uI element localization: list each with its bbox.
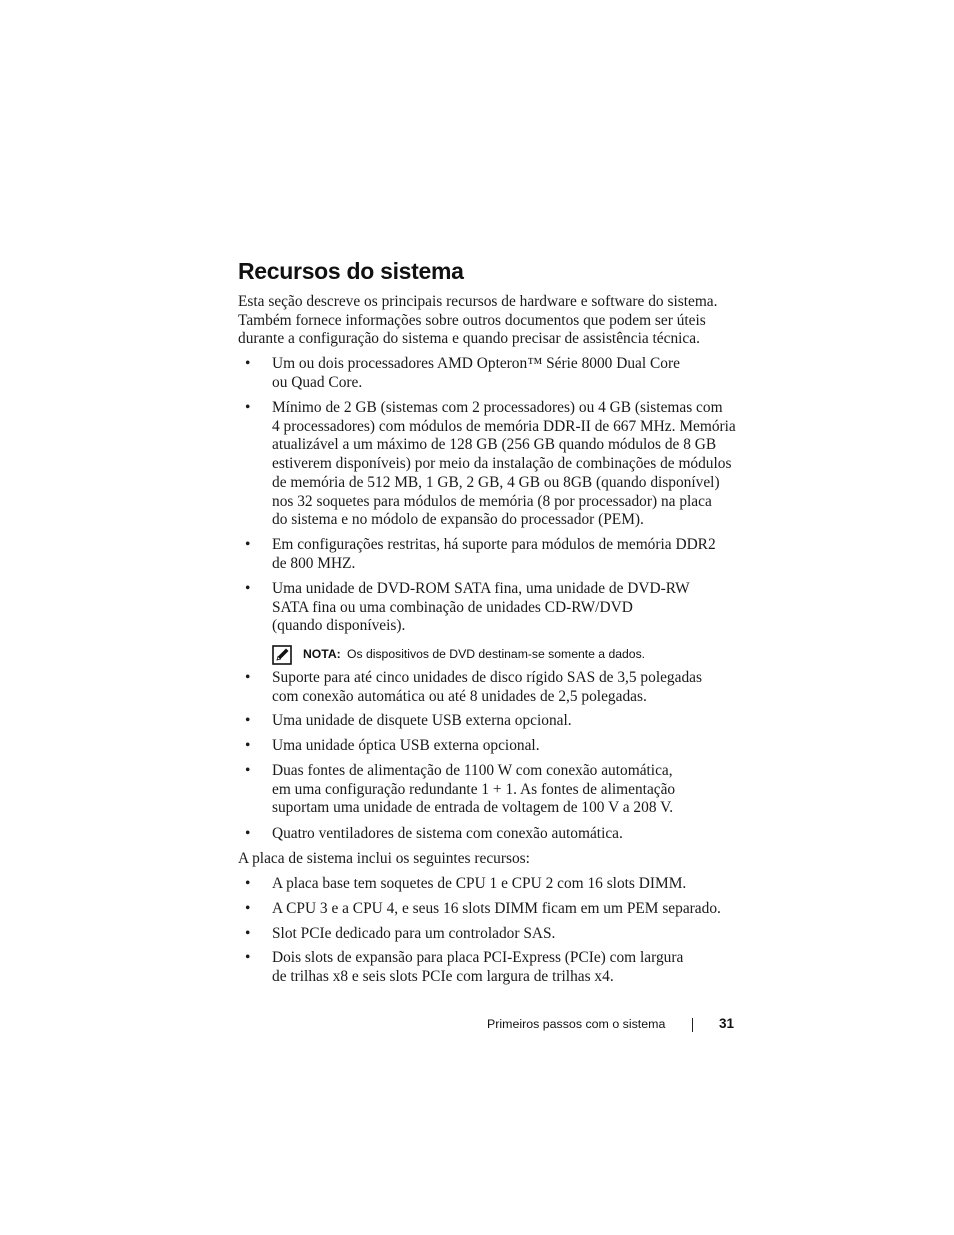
page-number: 31 xyxy=(719,1016,735,1031)
intro-line: durante a configuração do sistema e quando precisar de assistência técnica. xyxy=(238,330,700,348)
bullet-icon: • xyxy=(245,355,251,372)
intro-paragraph xyxy=(238,293,738,349)
list-item-line: Duas fontes de alimentação de 1100 W com conexão automática, xyxy=(272,762,673,779)
bullet-icon: • xyxy=(245,737,251,754)
page-title: Recursos do sistema xyxy=(238,258,464,284)
list-item-line: A placa base tem soquetes de CPU 1 e CPU 2 com 16 slots DIMM. xyxy=(272,875,687,892)
bullet-icon: • xyxy=(245,580,251,597)
list-item-line: com conexão automática ou até 8 unidades de 2,5 polegadas. xyxy=(272,687,647,705)
bullet-icon: • xyxy=(245,712,251,729)
board-intro-paragraph: A placa de sistema inclui os seguintes recursos: xyxy=(238,850,530,867)
list-item-line: de 800 MHZ. xyxy=(272,554,356,572)
list-item-line: Uma unidade de disquete USB externa opcional. xyxy=(272,712,572,729)
list-item-line: Quatro ventiladores de sistema com conexão automática. xyxy=(272,825,623,842)
bullet-icon: • xyxy=(245,900,251,917)
list-item-line: A CPU 3 e a CPU 4, e seus 16 slots DIMM ficam em um PEM separado. xyxy=(272,900,721,917)
note-label: NOTA: xyxy=(303,647,341,661)
list-item-line: Uma unidade de DVD-ROM SATA fina, uma unidade de DVD-RW xyxy=(272,580,690,597)
list-item-line: Mínimo de 2 GB (sistemas com 2 processadores) ou 4 GB (sistemas com xyxy=(272,399,723,416)
list-item-line: atualizável a um máximo de 128 GB (256 GB quando módulos de 8 GB xyxy=(272,436,717,454)
footer-divider xyxy=(692,1018,693,1032)
list-item-line: Em configurações restritas, há suporte para módulos de memória DDR2 xyxy=(272,536,716,553)
list-item-line: 4 processadores) com módulos de memória DDR-II de 667 MHz. Memória xyxy=(272,417,736,435)
list-item-line: em uma configuração redundante 1 + 1. As fontes de alimentação xyxy=(272,780,676,798)
list-item-line: Um ou dois processadores AMD Opteron™ Série 8000 Dual Core xyxy=(272,355,680,372)
list-item-line: ou Quad Core. xyxy=(272,373,363,391)
list-item-line: Slot PCIe dedicado para um controlador SAS. xyxy=(272,925,556,942)
note-text: Os dispositivos de DVD destinam-se somente a dados. xyxy=(347,647,646,661)
bullet-icon: • xyxy=(245,925,251,942)
list-item-line: de memória de 512 MB, 1 GB, 2 GB, 4 GB ou 8GB (quando disponível) xyxy=(272,473,720,491)
bullet-icon: • xyxy=(245,762,251,779)
note-pencil-icon xyxy=(272,645,292,665)
list-item-line: SATA fina ou uma combinação de unidades CD-RW/DVD xyxy=(272,598,633,616)
bullet-icon: • xyxy=(245,669,251,686)
list-item-line: de trilhas x8 e seis slots PCIe com largura de trilhas x4. xyxy=(272,967,614,985)
list-item-line: suportam uma unidade de entrada de voltagem de 100 V a 208 V. xyxy=(272,799,674,817)
intro-line: Também fornece informações sobre outros documentos que podem ser úteis xyxy=(238,311,706,329)
list-item-line: do sistema e no módolo de expansão do processador (PEM). xyxy=(272,511,644,529)
footer-chapter-title: Primeiros passos com o sistema xyxy=(487,1017,666,1031)
list-item-line: Uma unidade óptica USB externa opcional. xyxy=(272,737,540,754)
bullet-icon: • xyxy=(245,825,251,842)
bullet-icon: • xyxy=(245,949,251,966)
bullet-icon: • xyxy=(245,536,251,553)
note-box xyxy=(272,644,742,666)
list-item-line: Suporte para até cinco unidades de disco rígido SAS de 3,5 polegadas xyxy=(272,669,702,686)
bullet-icon: • xyxy=(245,875,251,892)
list-item-line: nos 32 soquetes para módulos de memória (8 por processador) na placa xyxy=(272,492,712,510)
list-item-line: Dois slots de expansão para placa PCI-Express (PCIe) com largura xyxy=(272,949,684,966)
intro-line: Esta seção descreve os principais recursos de hardware e software do sistema. xyxy=(238,293,718,310)
list-item-line: estiverem disponíveis) por meio da instalação de combinações de módulos xyxy=(272,455,732,473)
bullet-icon: • xyxy=(245,399,251,416)
list-item-line: (quando disponíveis). xyxy=(272,617,406,635)
